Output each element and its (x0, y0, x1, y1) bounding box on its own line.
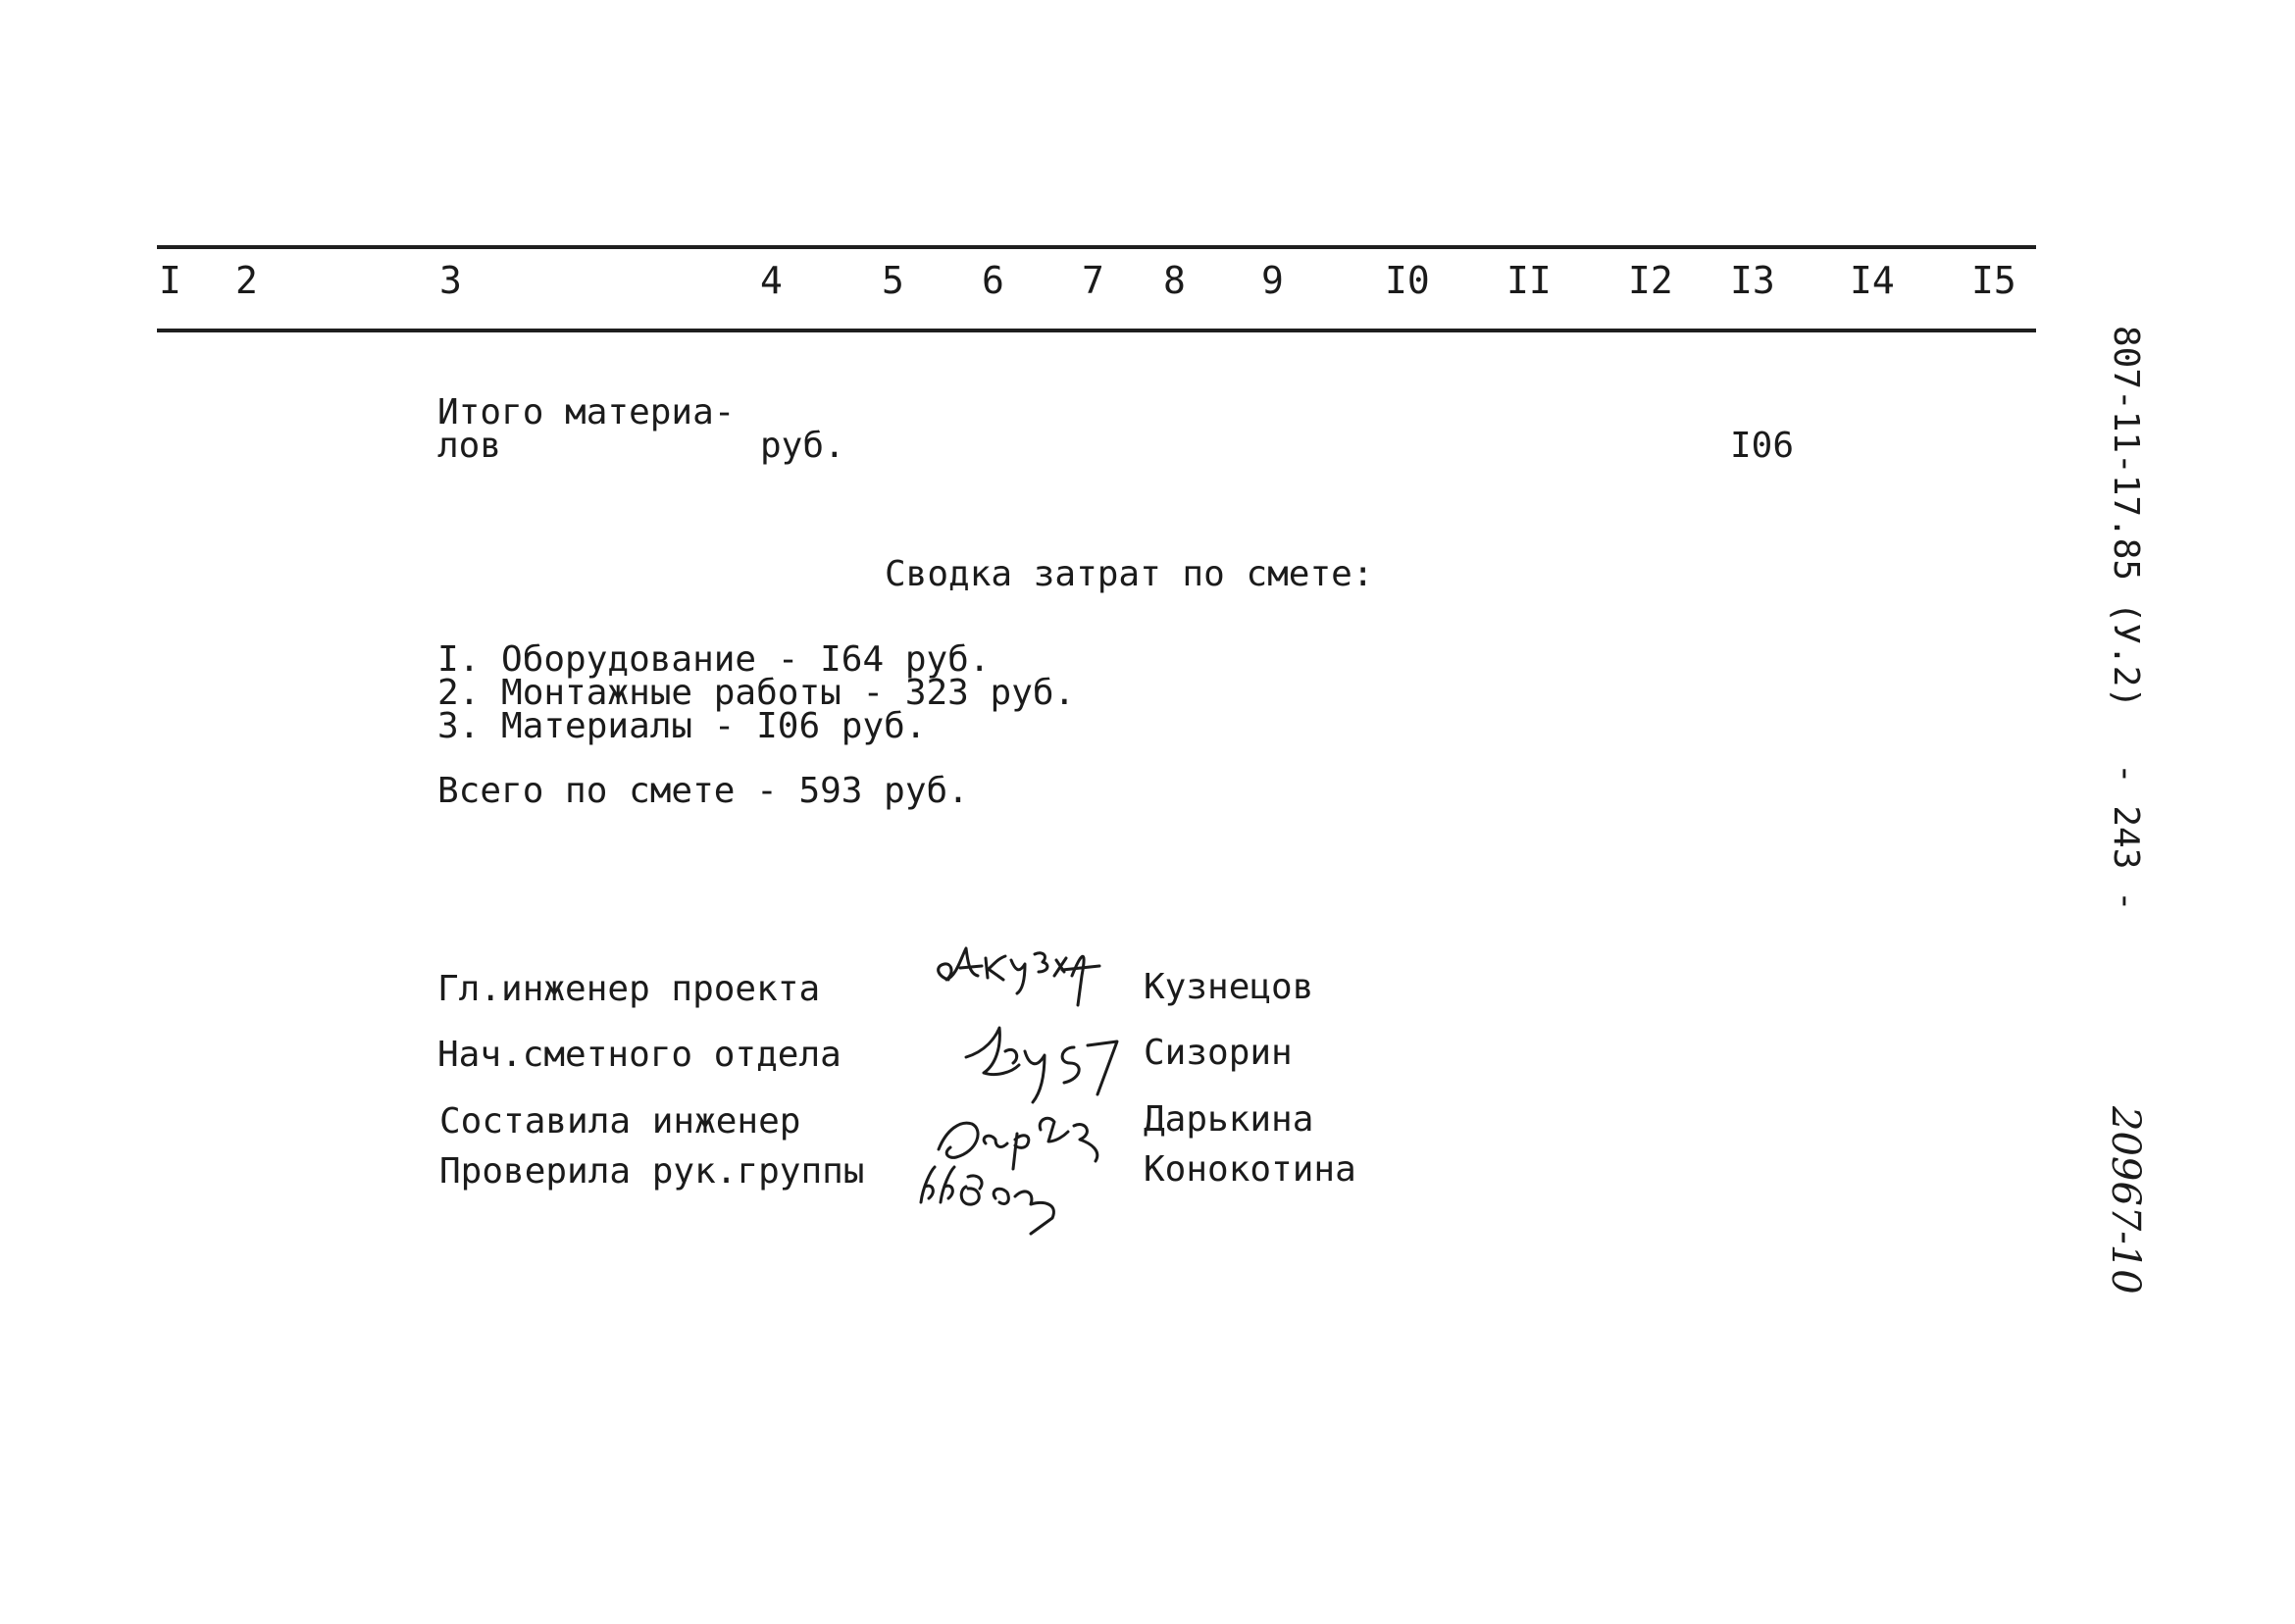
archive-number: 20967-10 (2103, 1106, 2148, 1294)
page-number: - 243 - (2106, 763, 2146, 912)
total-materials-unit: руб. (760, 426, 845, 466)
signature-name: Конокотина (1144, 1149, 1356, 1190)
column-header: I5 (1971, 259, 2016, 302)
header-top-rule (157, 245, 2036, 249)
column-header: 4 (760, 259, 783, 302)
handwritten-signature (907, 1147, 1094, 1245)
column-header: I2 (1628, 259, 1673, 302)
column-header: 2 (235, 259, 258, 302)
signature-name: Сизорин (1144, 1033, 1293, 1073)
column-header: 7 (1082, 259, 1104, 302)
column-header: I4 (1850, 259, 1895, 302)
summary-total: Всего по смете - 593 руб. (437, 771, 969, 811)
signature-role: Составила инженер (439, 1101, 801, 1142)
column-header: I (159, 259, 181, 302)
header-bottom-rule (157, 329, 2036, 332)
signature-role: Гл.инженер проекта (437, 969, 821, 1009)
summary-title: Сводка затрат по смете: (885, 554, 1374, 594)
column-header: II (1506, 259, 1552, 302)
column-header: 5 (882, 259, 904, 302)
column-header: 6 (982, 259, 1004, 302)
signature-role: Нач.сметного отдела (437, 1035, 842, 1075)
summary-item: I. Оборудование - I64 руб. (437, 639, 991, 680)
signature-name: Кузнецов (1144, 967, 1314, 1007)
total-materials-value: I06 (1730, 426, 1795, 466)
handwritten-signature (927, 937, 1123, 1015)
document-code: 807-11-17.85 (У.2) (2106, 326, 2146, 709)
summary-item: 2. Монтажные работы - 323 руб. (437, 673, 1076, 713)
signature-name: Дарькина (1144, 1099, 1314, 1140)
total-materials-label-line1: Итого материа- (437, 392, 736, 432)
column-header: 9 (1261, 259, 1284, 302)
column-header: I3 (1730, 259, 1775, 302)
signature-role: Проверила рук.группы (439, 1151, 865, 1192)
column-header: 8 (1163, 259, 1186, 302)
total-materials-label-line2: лов (437, 426, 502, 466)
column-header: 3 (439, 259, 462, 302)
summary-item: 3. Материалы - I06 руб. (437, 706, 927, 746)
column-header: I0 (1385, 259, 1430, 302)
